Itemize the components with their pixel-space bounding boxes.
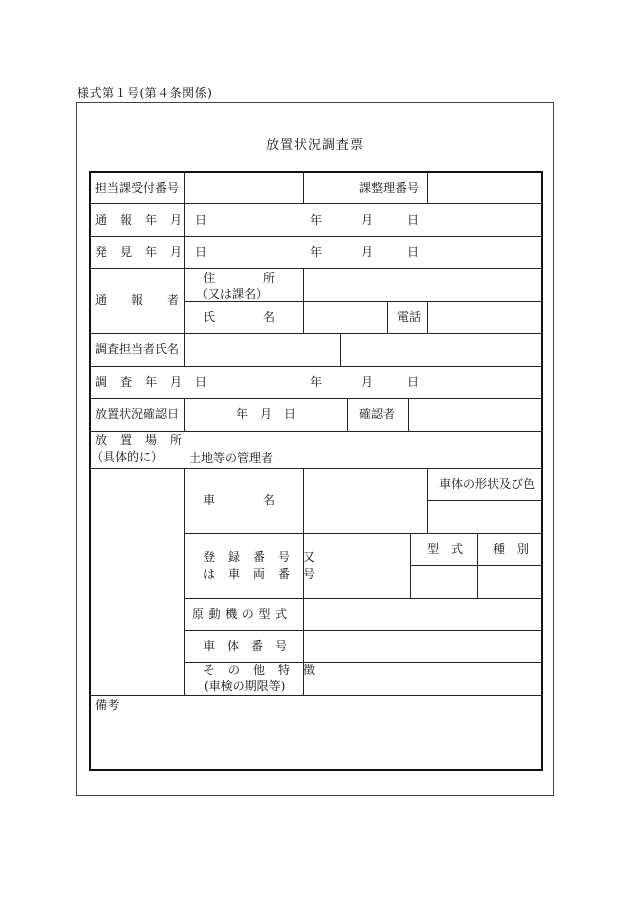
row-divider: [91, 398, 541, 399]
label-other-features: そ の 他 特 徴: [203, 663, 320, 677]
label-receipt-number: 担当課受付番号: [95, 181, 180, 195]
label-year: 年: [310, 213, 323, 227]
label-vehicle-number: は 車 両 番 号: [203, 567, 320, 581]
label-inspection-expiry: (車検の期限等): [204, 679, 286, 693]
label-month: 月: [361, 213, 374, 227]
label-chassis-number: 車 体 番 号: [203, 639, 288, 653]
label-section-reference: 課整理番号: [359, 181, 420, 195]
column-divider: [408, 398, 409, 431]
row-divider: [91, 468, 541, 469]
row-divider: [427, 500, 541, 501]
label-remarks: 備考: [95, 698, 120, 712]
column-divider: [340, 333, 341, 366]
row-divider: [91, 695, 541, 696]
row-divider: [91, 333, 541, 334]
label-location: 放 置 場 所: [95, 433, 187, 447]
label-model: 型 式: [427, 542, 464, 556]
row-divider: [184, 630, 541, 631]
label-day: 日: [407, 375, 420, 389]
row-divider: [410, 565, 541, 566]
row-divider: [91, 366, 541, 367]
label-specific: （具体的に）: [91, 450, 164, 464]
row-divider: [91, 203, 541, 204]
label-month: 月: [361, 375, 374, 389]
label-confirmation-date: 放置状況確認日: [95, 407, 180, 421]
column-divider: [477, 533, 478, 598]
column-divider: [387, 301, 388, 333]
label-body-shape-color: 車体の形状及び色: [439, 477, 536, 491]
column-divider: [410, 533, 411, 598]
column-divider: [184, 398, 185, 431]
column-divider: [303, 173, 304, 203]
column-divider: [303, 268, 304, 333]
form-number-caption: 様式第１号(第４条関係): [77, 86, 213, 100]
label-car-name: 車 名: [203, 493, 276, 507]
row-divider: [184, 533, 541, 534]
label-year-month-day: 年 月 日: [236, 407, 297, 421]
label-land-manager: 土地等の管理者: [189, 451, 274, 465]
label-month: 月: [361, 245, 374, 259]
label-phone: 電話: [397, 310, 422, 324]
column-divider: [184, 468, 185, 695]
label-reporter: 通 報 者: [95, 293, 180, 307]
label-or-section-name: （又は課名）: [196, 287, 269, 301]
survey-form-table: [89, 171, 543, 771]
label-address: 住 所: [203, 271, 276, 285]
label-year: 年: [310, 375, 323, 389]
column-divider: [427, 301, 428, 333]
label-engine-model: 原動機の型式: [192, 607, 292, 621]
row-divider: [184, 598, 541, 599]
label-registration-number: 登 録 番 号 又: [203, 550, 320, 564]
label-day: 日: [407, 245, 420, 259]
column-divider: [184, 173, 185, 366]
label-discovery-date: 発 見 年 月 日: [95, 245, 212, 259]
column-divider: [347, 398, 348, 431]
label-type: 種 別: [493, 542, 530, 556]
label-report-date: 通 報 年 月 日: [95, 213, 212, 227]
label-confirmer: 確認者: [359, 407, 396, 421]
column-divider: [427, 468, 428, 533]
column-divider: [427, 173, 428, 203]
form-title: 放置状況調査票: [265, 138, 364, 153]
row-divider: [91, 431, 541, 432]
label-investigation-date: 調 査 年 月 日: [95, 375, 212, 389]
label-day: 日: [407, 213, 420, 227]
row-divider: [91, 268, 541, 269]
row-divider: [91, 236, 541, 237]
label-year: 年: [310, 245, 323, 259]
label-name: 氏 名: [203, 310, 276, 324]
label-investigator-name: 調査担当者氏名: [95, 342, 180, 356]
